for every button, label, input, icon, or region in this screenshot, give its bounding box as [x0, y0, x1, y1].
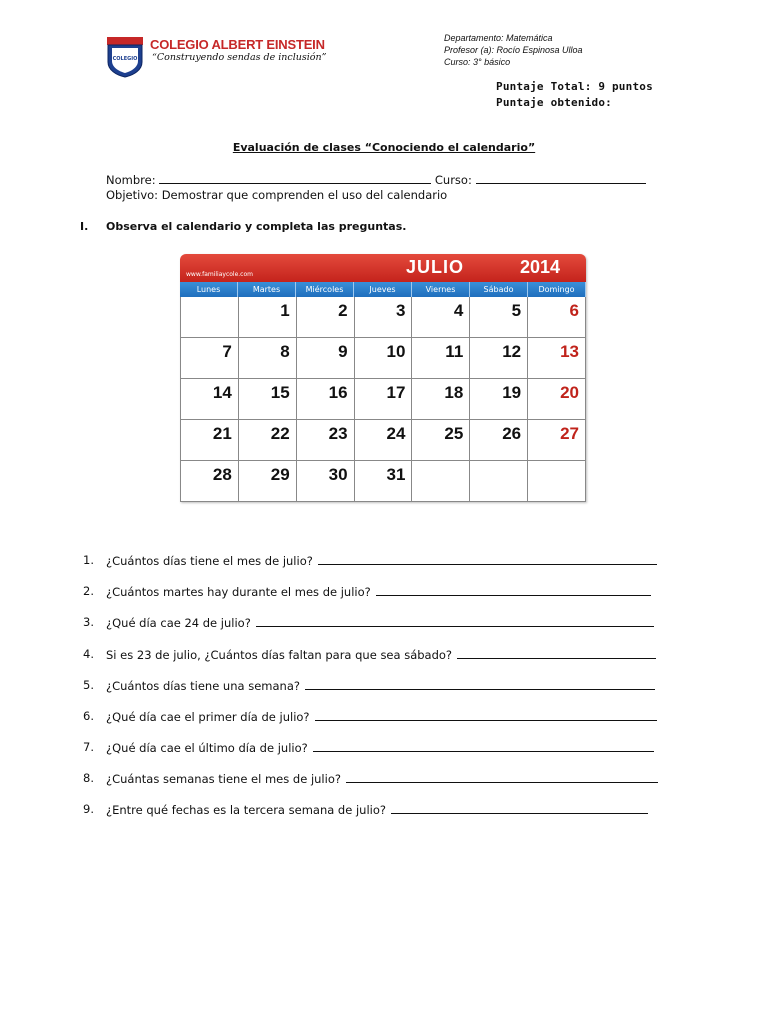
calendar-day-cell	[355, 461, 413, 502]
question-row	[106, 709, 657, 724]
page-title: Evaluación de clases “Conociendo el calendario”	[232, 141, 536, 154]
calendar-day-number: 15	[270, 383, 290, 402]
answer-line[interactable]	[313, 740, 654, 752]
question-row	[106, 771, 658, 786]
calendar-day-cell	[528, 461, 586, 502]
calendar-day-number: 27	[560, 424, 579, 443]
calendar-day-cell	[297, 420, 355, 461]
question-number: 7.	[83, 740, 94, 754]
calendar-day-number: 19	[502, 383, 522, 402]
calendar-day-number: 25	[444, 424, 464, 443]
calendar-day-cell	[181, 420, 239, 461]
calendar-day-number: 28	[212, 465, 232, 484]
question-text: ¿Cuántas semanas tiene el mes de julio?	[106, 772, 341, 786]
question-text: ¿Qué día cae el primer día de julio?	[106, 710, 310, 724]
calendar-day-cell	[355, 379, 413, 420]
calendar-day-cell	[239, 297, 297, 338]
calendar-day-cell	[412, 379, 470, 420]
calendar-day-cell	[355, 420, 413, 461]
question-text: ¿Cuántos días tiene una semana?	[106, 679, 300, 693]
question-number: 8.	[83, 771, 94, 785]
question-number: 9.	[83, 802, 94, 816]
calendar-day-number: 1	[280, 301, 290, 320]
calendar-day-number: 29	[270, 465, 290, 484]
calendar-day-number: 10	[386, 342, 406, 361]
calendar-day-cell	[470, 420, 528, 461]
calendar-day-number: 4	[453, 301, 464, 320]
day-name: Viernes	[412, 282, 470, 297]
calendar-day-cell	[181, 461, 239, 502]
calendar-day-cell	[412, 420, 470, 461]
score-total: Puntaje Total: 9 puntos	[496, 80, 653, 93]
calendar-day-number: 3	[395, 301, 406, 320]
question-row	[106, 584, 651, 599]
answer-line[interactable]	[315, 709, 657, 721]
calendar-day-number: 16	[328, 383, 348, 402]
calendar-day-cell	[355, 338, 413, 379]
question-text: ¿Qué día cae 24 de julio?	[106, 616, 251, 630]
question-number: 5.	[83, 678, 94, 692]
calendar-day-cell	[412, 297, 470, 338]
calendar-day-number: 6	[569, 301, 579, 320]
calendar-day-cell	[239, 420, 297, 461]
answer-line[interactable]	[305, 678, 655, 690]
calendar-day-number: 13	[560, 342, 579, 361]
calendar-day-number: 8	[280, 342, 290, 361]
question-row	[106, 615, 654, 630]
question-text: Si es 23 de julio, ¿Cuántos días faltan para que sea sábado?	[106, 648, 453, 662]
name-label: Nombre:	[106, 173, 156, 187]
calendar-day-number: 5	[511, 301, 522, 320]
calendar-day-cell	[181, 379, 239, 420]
question-row	[106, 647, 656, 662]
calendar-day-cell	[470, 338, 528, 379]
calendar-day-cell	[412, 461, 470, 502]
calendar-grid	[180, 297, 586, 502]
course-field-label: Curso:	[434, 173, 472, 187]
calendar-day-cell	[355, 297, 413, 338]
calendar-header	[180, 254, 586, 282]
question-text: ¿Cuántos días tiene el mes de julio?	[106, 554, 313, 568]
section-number: I.	[80, 220, 89, 233]
question-number: 1.	[83, 553, 94, 567]
answer-line[interactable]	[457, 647, 656, 659]
answer-line[interactable]	[256, 615, 654, 627]
calendar-day-number: 26	[502, 424, 522, 443]
calendar-day-cell	[239, 338, 297, 379]
calendar-month: JULIO	[406, 257, 465, 277]
calendar-day-number: 7	[222, 342, 232, 361]
question-number: 4.	[83, 647, 94, 661]
course-label: Curso: 3° básico	[444, 57, 511, 67]
calendar-day-number: 12	[502, 342, 522, 361]
course-field[interactable]	[476, 172, 646, 184]
school-motto: “Construyendo sendas de inclusión”	[152, 52, 327, 63]
calendar-day-cell	[239, 379, 297, 420]
answer-line[interactable]	[318, 553, 657, 565]
calendar-day-cell	[239, 461, 297, 502]
calendar-day-cell	[528, 379, 586, 420]
name-field[interactable]	[159, 172, 431, 184]
calendar-day-number: 22	[270, 424, 290, 443]
calendar-site: www.familiaycole.com	[186, 271, 253, 278]
calendar-day-number: 11	[445, 342, 464, 361]
calendar-day-cell	[412, 338, 470, 379]
calendar-day-number: 2	[338, 301, 348, 320]
day-name: Jueves	[354, 282, 412, 297]
calendar-day-number: 14	[212, 383, 232, 402]
calendar-day-cell	[297, 379, 355, 420]
calendar-day-number: 21	[212, 424, 232, 443]
calendar-year: 2014	[520, 257, 561, 277]
calendar-day-cell	[528, 420, 586, 461]
teacher-label: Profesor (a): Rocío Espinosa Ulloa	[444, 45, 583, 55]
school-crest-logo	[106, 36, 144, 78]
question-row	[106, 678, 655, 693]
day-name: Martes	[238, 282, 296, 297]
calendar-day-cell	[528, 338, 586, 379]
name-course-row	[106, 172, 646, 187]
question-row	[106, 802, 648, 817]
calendar-day-number: 24	[386, 424, 406, 443]
calendar-day-number: 9	[338, 342, 348, 361]
question-number: 3.	[83, 615, 94, 629]
day-name: Lunes	[180, 282, 238, 297]
question-text: ¿Qué día cae el último día de julio?	[106, 741, 308, 755]
section-instruction: Observa el calendario y completa las preguntas.	[106, 220, 407, 233]
calendar-day-number: 23	[328, 424, 348, 443]
calendar-day-number: 17	[386, 383, 406, 402]
calendar-day-cell	[528, 297, 586, 338]
calendar-day-cell	[181, 338, 239, 379]
calendar-day-cell	[470, 297, 528, 338]
calendar-day-cell	[297, 338, 355, 379]
question-text: ¿Entre qué fechas es la tercera semana de julio?	[106, 803, 386, 817]
calendar-day-number: 20	[560, 383, 579, 402]
day-name: Domingo	[528, 282, 586, 297]
calendar-day-cell	[470, 379, 528, 420]
day-name: Sábado	[470, 282, 528, 297]
question-number: 2.	[83, 584, 94, 598]
answer-line[interactable]	[346, 771, 658, 783]
calendar-day-number: 31	[386, 465, 406, 484]
day-name: Miércoles	[296, 282, 354, 297]
objective: Objetivo: Demostrar que comprenden el uso del calendario	[106, 188, 448, 202]
calendar-day-cell	[297, 297, 355, 338]
answer-line[interactable]	[376, 584, 651, 596]
calendar-day-cell	[297, 461, 355, 502]
score-obtained: Puntaje obtenido:	[496, 96, 612, 109]
calendar-day-number: 18	[444, 383, 464, 402]
question-number: 6.	[83, 709, 94, 723]
svg-text:COLEGIO: COLEGIO	[112, 56, 138, 62]
calendar	[180, 254, 586, 502]
question-row	[106, 553, 657, 568]
calendar-day-cell	[181, 297, 239, 338]
answer-line[interactable]	[391, 802, 648, 814]
school-name: COLEGIO ALBERT EINSTEIN	[150, 37, 325, 52]
calendar-day-number: 30	[328, 465, 348, 484]
calendar-day-names	[180, 282, 586, 297]
department-label: Departamento: Matemática	[444, 33, 553, 43]
question-row	[106, 740, 654, 755]
question-text: ¿Cuántos martes hay durante el mes de julio?	[106, 585, 371, 599]
calendar-day-cell	[470, 461, 528, 502]
